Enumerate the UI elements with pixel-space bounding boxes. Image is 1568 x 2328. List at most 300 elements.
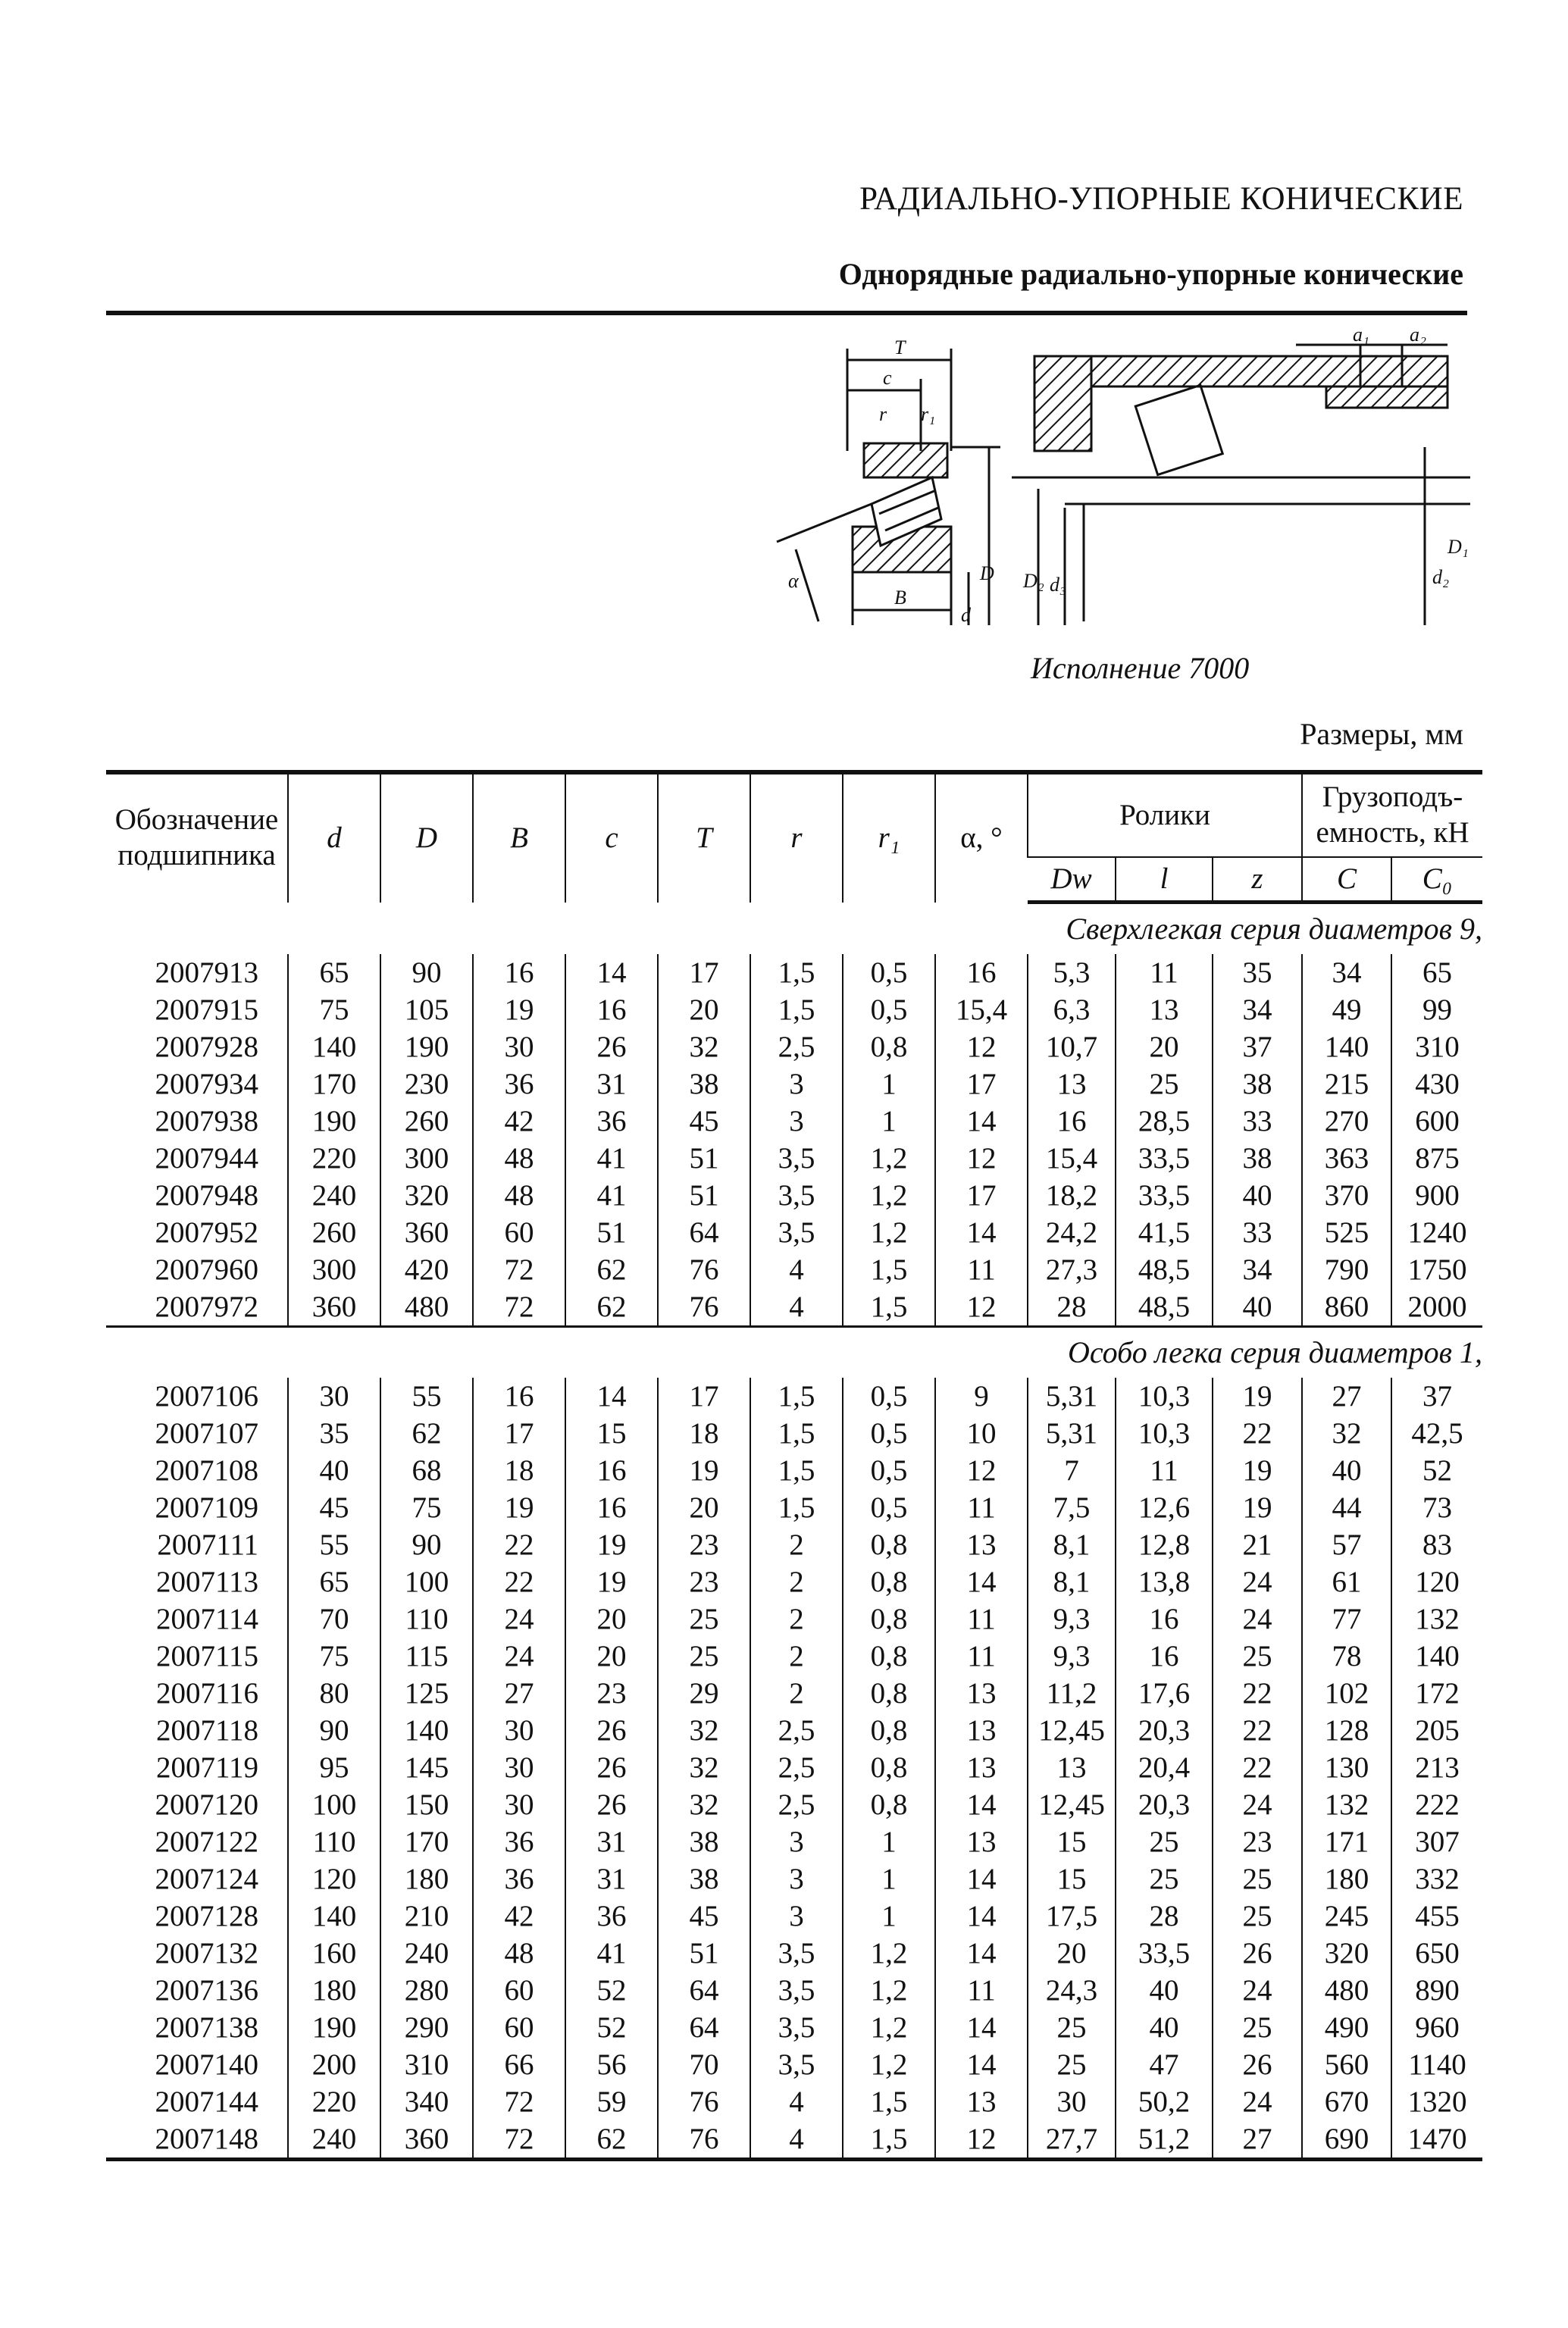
table-cell: 1,2 — [843, 1140, 935, 1177]
table-cell: 3,5 — [750, 1935, 843, 1972]
bearing-designation: 2007140 — [155, 2048, 258, 2081]
table-row — [106, 1563, 1482, 1600]
table-cell: 1 — [843, 1103, 935, 1140]
table-row — [106, 1823, 1482, 1860]
bearing-designation: 2007115 — [155, 1640, 258, 1672]
table-cell: 12 — [935, 1028, 1028, 1065]
table-cell: 200 — [288, 2046, 380, 2083]
table-cell: 83 — [1391, 1526, 1482, 1563]
table-cell: 65 — [288, 1563, 380, 1600]
table-cell: 0,8 — [843, 1675, 935, 1712]
table-cell: 25 — [1213, 2009, 1302, 2046]
table-cell: 245 — [1302, 1898, 1391, 1935]
col-r: r — [750, 772, 843, 903]
table-cell: 0,8 — [843, 1786, 935, 1823]
table-cell: 140 — [288, 1028, 380, 1065]
table-row — [106, 1028, 1482, 1065]
table-cell: 31 — [565, 1823, 658, 1860]
table-cell: 4 — [750, 2083, 843, 2120]
table-cell: 20 — [658, 1489, 750, 1526]
table-cell: 20,3 — [1116, 1712, 1213, 1749]
table-cell: 68 — [380, 1452, 473, 1489]
table-cell: 300 — [288, 1251, 380, 1288]
table-cell: 13 — [1028, 1065, 1116, 1103]
table-cell: 40 — [1116, 1972, 1213, 2009]
table-cell: 12,45 — [1028, 1712, 1116, 1749]
table-cell: 600 — [1391, 1103, 1482, 1140]
bearing-designation: 2007114 — [155, 1603, 258, 1635]
table-cell: 27 — [1213, 2120, 1302, 2160]
bearing-designation: 2007148 — [106, 2120, 288, 2160]
table-cell: 17 — [935, 1177, 1028, 1214]
table-cell: 76 — [658, 2120, 750, 2160]
group-capacity: Грузоподъ-емность, кН — [1302, 772, 1482, 857]
table-cell: 150 — [380, 1786, 473, 1823]
table-cell: 31 — [565, 1065, 658, 1103]
table-row — [106, 2009, 1482, 2046]
table-cell: 17,6 — [1116, 1675, 1213, 1712]
table-cell: 16 — [473, 1378, 565, 1415]
table-cell: 12 — [935, 1452, 1028, 1489]
col-l: l — [1116, 857, 1213, 903]
running-title: РАДИАЛЬНО-УПОРНЫЕ КОНИЧЕСКИЕ — [859, 181, 1463, 217]
table-cell: 12 — [935, 1288, 1028, 1327]
table-cell: 13 — [1116, 991, 1213, 1028]
bearing-designation: 2007915 — [155, 993, 258, 1026]
bearing-designation: 2007111 — [157, 1529, 258, 1561]
table-cell: 332 — [1391, 1860, 1482, 1898]
table-cell: 16 — [1116, 1600, 1213, 1638]
table-cell: 73 — [1391, 1489, 1482, 1526]
table-cell: 7 — [1028, 1452, 1116, 1489]
label-B: B — [894, 587, 906, 609]
table-cell: 17 — [935, 1065, 1028, 1103]
table-cell: 29 — [658, 1675, 750, 1712]
table-cell: 42 — [473, 1898, 565, 1935]
table-cell: 790 — [1302, 1251, 1391, 1288]
table-cell: 40 — [1302, 1452, 1391, 1489]
section-title-row — [106, 1327, 1482, 1378]
table-cell: 49 — [1302, 991, 1391, 1028]
table-cell: 17 — [658, 1378, 750, 1415]
table-cell: 140 — [1302, 1028, 1391, 1065]
table-cell: 48 — [473, 1140, 565, 1177]
table-cell: 140 — [1391, 1638, 1482, 1675]
label-r1: r₁ — [921, 403, 936, 425]
table-cell: 13 — [935, 1749, 1028, 1786]
table-cell: 2000 — [1391, 1288, 1482, 1327]
table-cell: 20 — [565, 1638, 658, 1675]
table-cell: 110 — [380, 1600, 473, 1638]
table-cell: 90 — [288, 1712, 380, 1749]
table-cell: 1,5 — [750, 1489, 843, 1526]
table-row — [106, 1452, 1482, 1489]
table-cell: 2 — [750, 1563, 843, 1600]
table-cell: 31 — [565, 1860, 658, 1898]
table-cell: 890 — [1391, 1972, 1482, 2009]
table-cell: 40 — [1213, 1177, 1302, 1214]
table-cell: 240 — [288, 2120, 380, 2160]
table-cell: 180 — [1302, 1860, 1391, 1898]
table-cell: 30 — [1028, 2083, 1116, 2120]
table-cell: 52 — [565, 2009, 658, 2046]
label-d: d — [961, 604, 971, 626]
table-cell: 45 — [658, 1898, 750, 1935]
bearing-designation: 2007116 — [155, 1677, 258, 1710]
table-cell: 36 — [473, 1823, 565, 1860]
table-cell: 48 — [473, 1177, 565, 1214]
table-cell: 11 — [935, 1638, 1028, 1675]
table-cell: 320 — [380, 1177, 473, 1214]
table-cell: 72 — [473, 1288, 565, 1327]
table-cell: 320 — [1302, 1935, 1391, 1972]
table-cell: 75 — [288, 991, 380, 1028]
table-cell: 72 — [473, 2120, 565, 2160]
table-cell: 33 — [1213, 1214, 1302, 1251]
table-cell: 26 — [565, 1712, 658, 1749]
table-cell: 10 — [935, 1415, 1028, 1452]
table-cell: 130 — [1302, 1749, 1391, 1786]
bearing-designation: 2007119 — [155, 1751, 258, 1784]
table-cell: 72 — [473, 2083, 565, 2120]
table-cell: 62 — [380, 1415, 473, 1452]
table-cell: 11,2 — [1028, 1675, 1116, 1712]
table-cell: 8,1 — [1028, 1526, 1116, 1563]
bearing-designation: 2007109 — [155, 1491, 258, 1524]
table-cell: 19 — [658, 1452, 750, 1489]
label-D2: D₂ — [1023, 570, 1044, 592]
table-cell: 560 — [1302, 2046, 1391, 2083]
table-cell: 6,3 — [1028, 991, 1116, 1028]
table-row — [106, 1415, 1482, 1452]
bearing-designation: 2007113 — [155, 1566, 258, 1598]
table-cell: 1240 — [1391, 1214, 1482, 1251]
table-cell: 18,2 — [1028, 1177, 1116, 1214]
bearing-designation: 2007128 — [155, 1900, 258, 1932]
table-cell: 52 — [1391, 1452, 1482, 1489]
table-cell: 1 — [843, 1065, 935, 1103]
bearing-designation: 2007138 — [155, 2011, 258, 2044]
table-cell: 40 — [1116, 2009, 1213, 2046]
top-rule — [106, 311, 1467, 315]
table-cell: 1,2 — [843, 2046, 935, 2083]
table-cell: 307 — [1391, 1823, 1482, 1860]
table-cell: 60 — [473, 1972, 565, 2009]
table-cell: 132 — [1391, 1600, 1482, 1638]
table-cell: 28 — [1028, 1288, 1116, 1327]
table-cell: 37 — [1213, 1028, 1302, 1065]
table-cell: 900 — [1391, 1177, 1482, 1214]
table-cell: 171 — [1302, 1823, 1391, 1860]
table-cell: 32 — [1302, 1415, 1391, 1452]
table-cell: 66 — [473, 2046, 565, 2083]
table-cell: 11 — [935, 1972, 1028, 2009]
table-cell: 45 — [288, 1489, 380, 1526]
label-a1: a₁ — [1353, 324, 1370, 346]
table-cell: 25 — [1213, 1898, 1302, 1935]
table-cell: 35 — [288, 1415, 380, 1452]
table-cell: 14 — [935, 1103, 1028, 1140]
table-cell: 51 — [658, 1935, 750, 1972]
table-cell: 4 — [750, 2120, 843, 2160]
table-cell: 22 — [473, 1563, 565, 1600]
table-cell: 360 — [380, 2120, 473, 2160]
table-cell: 22 — [1213, 1712, 1302, 1749]
table-cell: 525 — [1302, 1214, 1391, 1251]
table-cell: 105 — [380, 991, 473, 1028]
table-row — [106, 1140, 1482, 1177]
table-cell: 140 — [380, 1712, 473, 1749]
table-cell: 140 — [288, 1898, 380, 1935]
table-row — [106, 1177, 1482, 1214]
table-cell: 32 — [658, 1712, 750, 1749]
table-cell: 25 — [1213, 1860, 1302, 1898]
bearing-designation: 2007106 — [155, 1380, 258, 1413]
figure-caption: Исполнение 7000 — [1031, 651, 1250, 685]
table-cell: 51 — [565, 1214, 658, 1251]
table-cell: 1,2 — [843, 1177, 935, 1214]
bearing-designation: 2007938 — [155, 1105, 258, 1137]
table-cell: 210 — [380, 1898, 473, 1935]
table-cell: 650 — [1391, 1935, 1482, 1972]
table-cell: 32 — [658, 1749, 750, 1786]
table-cell: 1,5 — [843, 2120, 935, 2160]
table-cell: 78 — [1302, 1638, 1391, 1675]
table-cell: 1,5 — [843, 2083, 935, 2120]
table-cell: 30 — [473, 1712, 565, 1749]
table-row — [106, 1860, 1482, 1898]
bearing-designation: 2007120 — [155, 1788, 258, 1821]
table-cell: 16 — [935, 954, 1028, 991]
table-cell: 24 — [1213, 1972, 1302, 2009]
table-cell: 115 — [380, 1638, 473, 1675]
table-cell: 4 — [750, 1251, 843, 1288]
table-row — [106, 1935, 1482, 1972]
table-cell: 5,31 — [1028, 1415, 1116, 1452]
table-row — [106, 2083, 1482, 2120]
table-cell: 30 — [473, 1786, 565, 1823]
table-cell: 430 — [1391, 1065, 1482, 1103]
bearing-designation: 2007934 — [155, 1068, 258, 1100]
bearing-designation: 2007972 — [155, 1291, 258, 1323]
table-cell: 3 — [750, 1823, 843, 1860]
bearing-designation: 2007108 — [155, 1454, 258, 1487]
table-cell: 48,5 — [1116, 1288, 1213, 1327]
table-cell: 3,5 — [750, 1214, 843, 1251]
table-cell: 2 — [750, 1600, 843, 1638]
table-cell: 3,5 — [750, 2046, 843, 2083]
table-cell: 215 — [1302, 1065, 1391, 1103]
table-cell: 21 — [1213, 1526, 1302, 1563]
table-cell: 1140 — [1391, 2046, 1482, 2083]
col-r1: r₁ — [843, 772, 935, 903]
table-cell: 25 — [1116, 1823, 1213, 1860]
table-cell: 170 — [380, 1823, 473, 1860]
table-cell: 1,5 — [750, 954, 843, 991]
table-cell: 36 — [473, 1860, 565, 1898]
table-cell: 30 — [473, 1028, 565, 1065]
table-cell: 0,5 — [843, 1489, 935, 1526]
table-cell: 1,5 — [843, 1251, 935, 1288]
table-cell: 37 — [1391, 1378, 1482, 1415]
table-cell: 55 — [288, 1526, 380, 1563]
table-cell: 35 — [1213, 954, 1302, 991]
table-cell: 23 — [565, 1675, 658, 1712]
table-cell: 1 — [843, 1860, 935, 1898]
table-cell: 222 — [1391, 1786, 1482, 1823]
table-cell: 27,7 — [1028, 2120, 1116, 2160]
table-row — [106, 1103, 1482, 1140]
table-cell: 13,8 — [1116, 1563, 1213, 1600]
label-d2: d₂ — [1432, 566, 1450, 588]
table-cell: 23 — [1213, 1823, 1302, 1860]
table-cell: 90 — [380, 1526, 473, 1563]
table-cell: 270 — [1302, 1103, 1391, 1140]
bearing-table — [106, 770, 1482, 2161]
table-cell: 11 — [935, 1489, 1028, 1526]
table-cell: 0,5 — [843, 1415, 935, 1452]
table-body — [106, 903, 1482, 2160]
table-cell: 0,5 — [843, 954, 935, 991]
table-cell: 0,8 — [843, 1712, 935, 1749]
table-cell: 41 — [565, 1177, 658, 1214]
table-cell: 27 — [473, 1675, 565, 1712]
table-cell: 14 — [935, 2009, 1028, 2046]
table-cell: 14 — [935, 1860, 1028, 1898]
table-cell: 190 — [288, 1103, 380, 1140]
table-cell: 20,3 — [1116, 1786, 1213, 1823]
table-cell: 0,5 — [843, 991, 935, 1028]
table-cell: 9 — [935, 1378, 1028, 1415]
table-cell: 11 — [935, 1251, 1028, 1288]
table-cell: 16 — [565, 1452, 658, 1489]
table-cell: 690 — [1302, 2120, 1391, 2160]
table-cell: 100 — [380, 1563, 473, 1600]
table-cell: 1,2 — [843, 1972, 935, 2009]
table-cell: 14 — [935, 2046, 1028, 2083]
table-cell: 17,5 — [1028, 1898, 1116, 1935]
table-cell: 70 — [288, 1600, 380, 1638]
table-cell: 19 — [1213, 1452, 1302, 1489]
col-c: c — [565, 772, 658, 903]
table-cell: 1470 — [1391, 2120, 1482, 2160]
table-cell: 9,3 — [1028, 1638, 1116, 1675]
table-cell: 290 — [380, 2009, 473, 2046]
table-cell: 30 — [473, 1749, 565, 1786]
table-cell: 213 — [1391, 1749, 1482, 1786]
table-cell: 17 — [473, 1415, 565, 1452]
table-cell: 12 — [935, 2120, 1028, 2160]
bearing-designation: 2007960 — [155, 1253, 258, 1286]
table-cell: 61 — [1302, 1563, 1391, 1600]
table-cell: 24 — [473, 1600, 565, 1638]
table-cell: 13 — [935, 1823, 1028, 1860]
table-cell: 5,3 — [1028, 954, 1116, 991]
table-cell: 25 — [1028, 2046, 1116, 2083]
table-cell: 27 — [1302, 1378, 1391, 1415]
label-d3: d₃ — [1050, 574, 1067, 596]
table-cell: 0,8 — [843, 1028, 935, 1065]
bearing-designation: 2007144 — [155, 2086, 258, 2118]
section-title: Сверхлегкая серия диаметров 9, — [1066, 912, 1483, 946]
table-row — [106, 954, 1482, 991]
table-cell: 41 — [565, 1935, 658, 1972]
table-cell: 220 — [288, 2083, 380, 2120]
table-cell: 28,5 — [1116, 1103, 1213, 1140]
table-cell: 15,4 — [1028, 1140, 1116, 1177]
table-cell: 1,5 — [750, 1415, 843, 1452]
table-cell: 240 — [288, 1177, 380, 1214]
table-cell: 4 — [750, 1288, 843, 1327]
table-row — [106, 2046, 1482, 2083]
table-cell: 120 — [1391, 1563, 1482, 1600]
table-cell: 26 — [1213, 1935, 1302, 1972]
table-cell: 0,8 — [843, 1563, 935, 1600]
table-cell: 32 — [658, 1786, 750, 1823]
table-cell: 1,2 — [843, 2009, 935, 2046]
bearing-designation: 2007928 — [155, 1031, 258, 1063]
table-cell: 9,3 — [1028, 1600, 1116, 1638]
table-cell: 76 — [658, 1288, 750, 1327]
table-cell: 120 — [288, 1860, 380, 1898]
label-D1: D₁ — [1448, 536, 1469, 558]
table-cell: 15 — [1028, 1823, 1116, 1860]
table-cell: 38 — [1213, 1065, 1302, 1103]
table-cell: 190 — [288, 2009, 380, 2046]
table-cell: 55 — [380, 1378, 473, 1415]
table-row — [106, 1675, 1482, 1712]
table-cell: 38 — [1213, 1140, 1302, 1177]
table-cell: 420 — [380, 1251, 473, 1288]
table-cell: 24 — [1213, 1563, 1302, 1600]
table-cell: 28 — [1116, 1898, 1213, 1935]
table-row — [106, 1214, 1482, 1251]
table-cell: 25 — [1028, 2009, 1116, 2046]
table-cell: 10,3 — [1116, 1378, 1213, 1415]
table-cell: 24,3 — [1028, 1972, 1116, 2009]
bearing-designation: 2007107 — [155, 1417, 258, 1450]
section-title: Особо легка серия диаметров 1, — [106, 1327, 1482, 1378]
table-cell: 25 — [1116, 1860, 1213, 1898]
table-cell: 16 — [565, 991, 658, 1028]
table-cell: 23 — [658, 1526, 750, 1563]
col-alpha: α, ° — [935, 772, 1028, 903]
table-cell: 1,2 — [843, 1935, 935, 1972]
table-cell: 90 — [380, 954, 473, 991]
table-cell: 16 — [1116, 1638, 1213, 1675]
table-cell: 1,5 — [750, 1452, 843, 1489]
table-row — [106, 1065, 1482, 1103]
table-cell: 48 — [473, 1935, 565, 1972]
table-cell: 26 — [565, 1028, 658, 1065]
table-cell: 42 — [473, 1103, 565, 1140]
table-cell: 42,5 — [1391, 1415, 1482, 1452]
table-cell: 1320 — [1391, 2083, 1482, 2120]
table-cell: 260 — [380, 1103, 473, 1140]
table-cell: 240 — [380, 1935, 473, 1972]
table-cell: 3,5 — [750, 2009, 843, 2046]
units-label: Размеры, мм — [1300, 717, 1463, 751]
table-cell: 22 — [1213, 1675, 1302, 1712]
table-cell: 0,8 — [843, 1638, 935, 1675]
table-cell: 2 — [750, 1526, 843, 1563]
table-cell: 26 — [565, 1786, 658, 1823]
col-C: C — [1302, 857, 1391, 903]
table-cell: 34 — [1213, 1251, 1302, 1288]
col-C0: C₀ — [1391, 857, 1482, 903]
table-cell: 26 — [565, 1749, 658, 1786]
col-d: d — [288, 772, 380, 903]
